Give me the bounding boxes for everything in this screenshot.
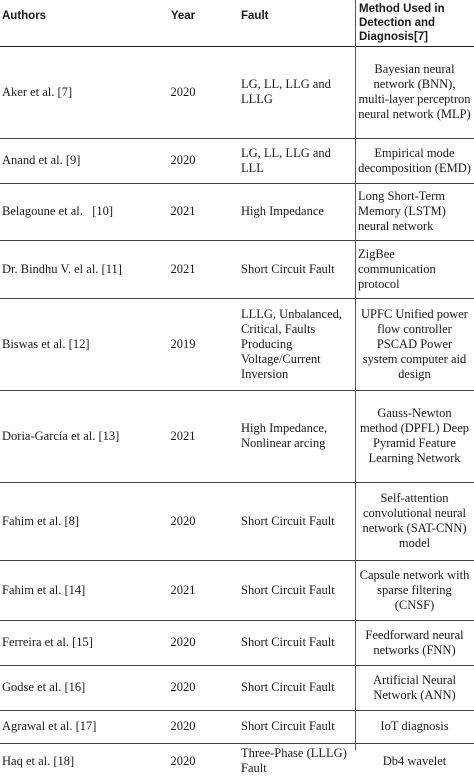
year-cell: 2019 bbox=[170, 336, 196, 351]
author-cell: Ferreira et al. [15] bbox=[2, 635, 93, 649]
method-cell: IoT diagnosis bbox=[380, 719, 449, 733]
table-row bbox=[0, 665, 474, 710]
author-cell: Godse et al. [16] bbox=[2, 680, 86, 694]
author-cell: Belagoune et al. [10] bbox=[2, 204, 114, 218]
fault-cell: LG, LL, LLG and LLLG bbox=[241, 77, 331, 106]
year-cell: 2021 bbox=[170, 582, 196, 597]
header-method: Method Used in Detection and Diagnosis[7] bbox=[359, 3, 445, 43]
table-row bbox=[0, 138, 474, 183]
header-year: Year bbox=[170, 10, 196, 22]
fault-cell: Short Circuit Fault bbox=[241, 719, 335, 733]
fault-cell: Three-Phase (LLLG) Fault bbox=[241, 746, 347, 776]
year-cell: 2020 bbox=[170, 719, 196, 733]
year-cell: 2020 bbox=[170, 680, 196, 694]
fault-cell: LLLG, Unbalanced, Critical, Faults Producing Voltage/Current Inversion bbox=[241, 306, 343, 381]
fault-cell: Short Circuit Fault bbox=[241, 635, 335, 649]
year-cell: 2021 bbox=[170, 261, 196, 276]
method-cell: ZigBee communication protocol bbox=[358, 246, 436, 291]
table-row bbox=[0, 46, 474, 138]
author-cell: Haq et al. [18] bbox=[2, 753, 75, 768]
table-row bbox=[0, 183, 474, 240]
method-cell: UPFC Unified power flow controller PSCAD Power system computer aid design bbox=[361, 306, 468, 381]
method-cell: Capsule network with sparse filtering (CNSF) bbox=[359, 567, 470, 612]
header-fault: Fault bbox=[241, 10, 269, 22]
year-cell: 2020 bbox=[170, 513, 196, 528]
fault-cell: LG, LL, LLG and LLL bbox=[241, 145, 331, 175]
author-cell: Aker et al. [7] bbox=[2, 84, 73, 99]
author-cell: Fahim et al. [14] bbox=[2, 582, 86, 597]
method-cell: Empirical mode decomposition (EMD) bbox=[358, 145, 471, 175]
year-cell: 2020 bbox=[170, 84, 196, 99]
year-cell: 2020 bbox=[170, 153, 196, 167]
year-cell: 2021 bbox=[170, 204, 196, 218]
table-row bbox=[0, 390, 474, 482]
method-cell: Gauss-Newton method (DPFL) Deep Pyramid Feature Learning Network bbox=[359, 406, 469, 465]
method-cell: Artificial Neural Network (ANN) bbox=[373, 672, 456, 702]
author-cell: Fahim et al. [8] bbox=[2, 513, 80, 528]
method-cell: Self-attention convolutional neural network (SAT-CNN) model bbox=[362, 491, 467, 550]
author-cell: Biswas et al. [12] bbox=[2, 336, 90, 351]
method-cell: Long Short-Term Memory (LSTM) neural network bbox=[358, 189, 446, 233]
method-cell: Bayesian neural network (BNN), multi-layer perceptron neural network (MLP) bbox=[358, 62, 471, 121]
table-row bbox=[0, 482, 474, 560]
table-row bbox=[0, 620, 474, 665]
method-cell: Feedforward neural networks (FNN) bbox=[365, 627, 464, 657]
table-row bbox=[0, 298, 474, 390]
fault-cell: Short Circuit Fault bbox=[241, 582, 335, 597]
year-cell: 2021 bbox=[170, 428, 196, 443]
table-row bbox=[0, 743, 474, 779]
fault-cell: Short Circuit Fault bbox=[241, 680, 335, 694]
fault-cell: Short Circuit Fault bbox=[241, 513, 335, 528]
author-cell: Anand et al. [9] bbox=[2, 153, 81, 167]
table-row bbox=[0, 710, 474, 743]
method-cell: Db4 wavelet bbox=[382, 753, 447, 768]
header-authors: Authors bbox=[2, 10, 47, 22]
fault-cell: High Impedance, Nonlinear arcing bbox=[241, 421, 328, 450]
fault-cell: High Impedance bbox=[241, 204, 324, 218]
table-row bbox=[0, 560, 474, 620]
method-column-divider bbox=[355, 0, 356, 750]
year-cell: 2020 bbox=[170, 635, 196, 649]
year-cell: 2020 bbox=[170, 753, 196, 768]
author-cell: Dr. Bindhu V. el al. [11] bbox=[2, 261, 122, 276]
author-cell: Doria-García et al. [13] bbox=[2, 428, 120, 443]
header-row bbox=[0, 0, 474, 46]
author-cell: Agrawal et al. [17] bbox=[2, 719, 97, 733]
fault-cell: Short Circuit Fault bbox=[241, 261, 335, 276]
table-row bbox=[0, 240, 474, 298]
